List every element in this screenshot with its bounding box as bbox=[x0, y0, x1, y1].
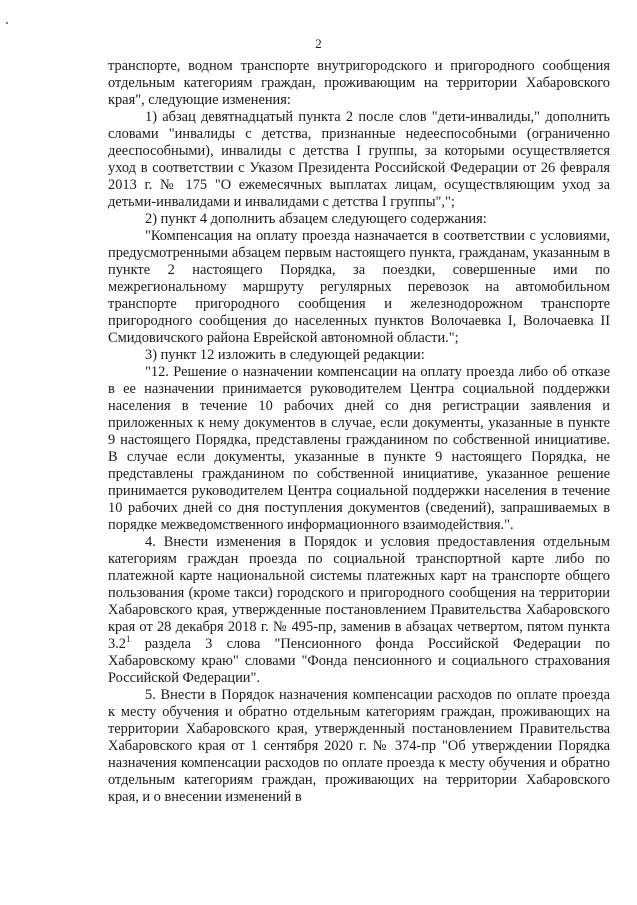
section-4-text-after: раздела 3 слова "Пенсионного фонда Российской Федерации по Хабаровскому краю" словами "Фонда пенсионного и социального страхования Российской Федерации". bbox=[108, 636, 610, 686]
paragraph-compensation-quote: "Компенсация на оплату проезда назначается в соответствии с условиями, предусмотренными абзацем первым настоящего пункта, гражданам, указанным в пункте 2 настоящего Порядка, за поездки, совершенные ими по межрегиональному маршруту регулярных перевозок на автомобильном транспорте пригородного сообщения и железнодорожном транспорте пригородного сообщения до населенных пунктов Волочаевка I, Волочаевка II Смидовичского района Еврейской автономной области."; bbox=[108, 228, 610, 346]
scan-speck bbox=[6, 22, 8, 24]
paragraph-amendment-2: 2) пункт 4 дополнить абзацем следующего содержания: bbox=[145, 211, 487, 227]
superscript-marker: 1 bbox=[126, 634, 131, 645]
page-number: 2 bbox=[315, 36, 322, 51]
paragraph-amendment-3: 3) пункт 12 изложить в следующей редакции: bbox=[145, 347, 425, 363]
paragraph-section-5: 5. Внести в Порядок назначения компенсации расходов по оплате проезда к месту обучения и обратно отдельным категориям граждан, проживающих на территории Хабаровского края, утвержденный постановлением Правительства Хабаровского края от 1 сентября 2020 г. № 374-пр "Об утверждении Порядка назначения компенсации расходов по оплате проезда к месту обучения и обратно отдельным категориям граждан, проживающих на территории Хабаровского края, и о внесении изменений в bbox=[108, 687, 610, 805]
document-body bbox=[108, 58, 610, 806]
paragraph-clause-12-quote: "12. Решение о назначении компенсации на оплату проезда либо об отказе в ее назначении принимается руководителем Центра социальной поддержки населения в течение 10 рабочих дней со дня регистрации заявления и приложенных к нему документов в случае, если документы, указанные в пункте 9 настоящего Порядка, представлены гражданином по собственной инициативе. В случае если документы, указанные в пункте 9 настоящего Порядка, не представлены гражданином по собственной инициативе, указанное решение принимается руководителем Центра социальной поддержки населения в течение 10 рабочих дней со дня поступления документов (сведений), запрашиваемых в порядке межведомственного информационного взаимодействия.". bbox=[108, 364, 610, 533]
section-4-text: 4. Внести изменения в Порядок и условия предоставления отдельным категориям граждан проезда по социальной транспортной карте либо по платежной карте национальной системы платежных карт на транспорте общего пользования (кроме такси) городского и пригородного сообщения на территории Хабаровского края, утвержденные постановлением Правительства Хабаровского края от 28 декабря 2018 г. № 495-пр, заменив в абзацах четвертом, пятом пункта 3.2 bbox=[108, 534, 610, 652]
paragraph-section-4 bbox=[108, 534, 610, 687]
paragraph-amendment-1: 1) абзац девятнадцатый пункта 2 после слов "дети-инвалиды," дополнить словами "инвалиды с детства, признанные недееспособными (ограниченно дееспособными), инвалиды с детства I группы, за которыми осуществляется уход в соответствии с Указом Президента Российской Федерации от 26 февраля 2013 г. № 175 "О ежемесячных выплатах лицам, осуществляющим уход за детьми-инвалидами и инвалидами с детства I группы","; bbox=[108, 109, 610, 210]
paragraph-intro-continuation: транспорте, водном транспорте внутригородского и пригородного сообщения отдельным категориям граждан, проживающим на территории Хабаровского края", следующие изменения: bbox=[108, 58, 610, 108]
